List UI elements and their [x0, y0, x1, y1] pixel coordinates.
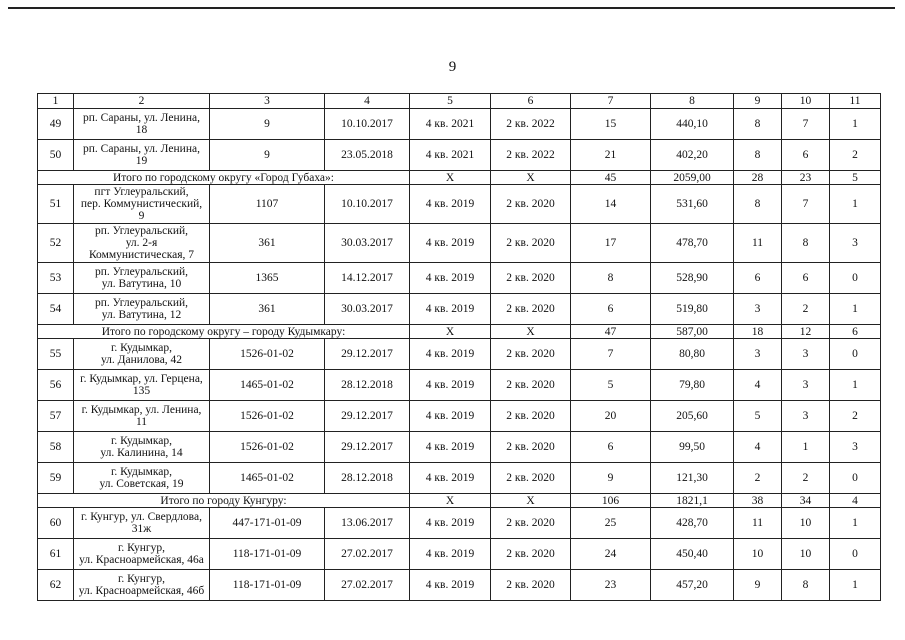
address-cell: рп. Углеуральский, ул. 2-я Коммунистическая, 7	[74, 224, 210, 263]
table-cell: 7	[571, 339, 651, 370]
table-cell: 2059,00	[651, 171, 734, 185]
table-cell: X	[410, 171, 491, 185]
table-cell: 0	[830, 263, 881, 294]
table-cell: 2 кв. 2020	[491, 339, 571, 370]
table-cell: 1	[830, 294, 881, 325]
table-cell: 1107	[210, 185, 325, 224]
table-cell: 1526-01-02	[210, 432, 325, 463]
table-cell: 1	[830, 508, 881, 539]
table-row	[38, 294, 881, 325]
table-cell: 2	[782, 294, 830, 325]
table-row	[38, 463, 881, 494]
table-cell: 3	[782, 339, 830, 370]
table-cell: 2 кв. 2020	[491, 570, 571, 601]
table-cell: 1	[830, 185, 881, 224]
total-label: Итого по городскому округу «Город Губаха»:	[38, 171, 410, 185]
header-cell: 5	[410, 94, 491, 109]
address-cell: г. Кудымкар, ул. Калинина, 14	[74, 432, 210, 463]
table-cell: 15	[571, 109, 651, 140]
table-cell: 61	[38, 539, 74, 570]
table-cell: 3	[734, 339, 782, 370]
address-cell: г. Кудымкар, ул. Данилова, 42	[74, 339, 210, 370]
table-cell: 99,50	[651, 432, 734, 463]
page-number: 9	[448, 59, 457, 75]
table-cell: 5	[830, 171, 881, 185]
table-cell: 4 кв. 2019	[410, 463, 491, 494]
table-row	[38, 140, 881, 171]
table-cell: 5	[571, 370, 651, 401]
table-cell: 17	[571, 224, 651, 263]
table-cell: 80,80	[651, 339, 734, 370]
header-cell: 1	[38, 94, 74, 109]
table-row	[38, 401, 881, 432]
table-cell: 4 кв. 2019	[410, 508, 491, 539]
table-cell: 9	[210, 140, 325, 171]
table-cell: 50	[38, 140, 74, 171]
table-cell: 28.12.2018	[325, 370, 410, 401]
table-cell: 34	[782, 494, 830, 508]
table-cell: 6	[782, 140, 830, 171]
table-row	[38, 339, 881, 370]
table-cell: 10	[782, 508, 830, 539]
address-cell: рп. Углеуральский, ул. Ватутина, 10	[74, 263, 210, 294]
table-cell: 3	[734, 294, 782, 325]
table-row	[38, 109, 881, 140]
table-cell: 23	[571, 570, 651, 601]
table-row	[38, 370, 881, 401]
table-row	[38, 224, 881, 263]
table-cell: 1526-01-02	[210, 401, 325, 432]
header-row	[38, 94, 881, 109]
table-cell: 4	[830, 494, 881, 508]
table-cell: 1365	[210, 263, 325, 294]
table-cell: X	[410, 494, 491, 508]
table-cell: 1	[830, 370, 881, 401]
table-cell: 6	[782, 263, 830, 294]
total-label: Итого по городскому округу – городу Кудымкару:	[38, 325, 410, 339]
header-cell: 8	[651, 94, 734, 109]
address-cell: г. Кудымкар, ул. Советская, 19	[74, 463, 210, 494]
table-row	[38, 508, 881, 539]
table-cell: 27.02.2017	[325, 539, 410, 570]
table-row	[38, 539, 881, 570]
table-cell: 3	[830, 224, 881, 263]
table-cell: 6	[571, 294, 651, 325]
table-cell: 2 кв. 2020	[491, 263, 571, 294]
table-cell: 118-171-01-09	[210, 570, 325, 601]
table-cell: 4	[734, 370, 782, 401]
table-cell: 30.03.2017	[325, 224, 410, 263]
table-cell: 2 кв. 2020	[491, 539, 571, 570]
table-cell: 29.12.2017	[325, 432, 410, 463]
table-cell: 7	[782, 109, 830, 140]
table-cell: 0	[830, 539, 881, 570]
table-cell: 38	[734, 494, 782, 508]
table-cell: 23	[782, 171, 830, 185]
header-cell: 3	[210, 94, 325, 109]
table-row	[38, 432, 881, 463]
header-cell: 6	[491, 94, 571, 109]
table-cell: 53	[38, 263, 74, 294]
table-cell: 10	[734, 539, 782, 570]
table-cell: 11	[734, 224, 782, 263]
table-cell: 531,60	[651, 185, 734, 224]
table-cell: 20	[571, 401, 651, 432]
table-cell: 1465-01-02	[210, 463, 325, 494]
table-cell: 106	[571, 494, 651, 508]
total-row	[38, 171, 881, 185]
total-row	[38, 494, 881, 508]
table-cell: 57	[38, 401, 74, 432]
table-cell: 23.05.2018	[325, 140, 410, 171]
top-border-line	[8, 7, 895, 9]
table-cell: 4	[734, 432, 782, 463]
address-cell: рп. Сараны, ул. Ленина, 19	[74, 140, 210, 171]
header-cell: 10	[782, 94, 830, 109]
table-cell: 10	[782, 539, 830, 570]
table-cell: 478,70	[651, 224, 734, 263]
table-cell: X	[491, 325, 571, 339]
table-cell: 3	[830, 432, 881, 463]
table-cell: X	[491, 171, 571, 185]
address-cell: г. Кудымкар, ул. Ленина, 11	[74, 401, 210, 432]
table-cell: 450,40	[651, 539, 734, 570]
table-cell: 9	[571, 463, 651, 494]
address-cell: пгт Углеуральский, пер. Коммунистический, 9	[74, 185, 210, 224]
table-cell: 54	[38, 294, 74, 325]
table-cell: 45	[571, 171, 651, 185]
table-cell: 2 кв. 2020	[491, 370, 571, 401]
table-cell: 1	[830, 109, 881, 140]
table-cell: 14.12.2017	[325, 263, 410, 294]
table-cell: 12	[782, 325, 830, 339]
table-cell: 8	[782, 224, 830, 263]
table-cell: 62	[38, 570, 74, 601]
table-cell: 428,70	[651, 508, 734, 539]
table-cell: 28	[734, 171, 782, 185]
address-cell: рп. Углеуральский, ул. Ватутина, 12	[74, 294, 210, 325]
table-cell: 6	[734, 263, 782, 294]
total-row	[38, 325, 881, 339]
address-cell: г. Кудымкар, ул. Герцена, 135	[74, 370, 210, 401]
table-cell: 4 кв. 2019	[410, 539, 491, 570]
table-cell: 6	[830, 325, 881, 339]
table-cell: 2 кв. 2020	[491, 185, 571, 224]
table-cell: 528,90	[651, 263, 734, 294]
table-cell: 118-171-01-09	[210, 539, 325, 570]
table-cell: 402,20	[651, 140, 734, 171]
table-cell: X	[491, 494, 571, 508]
table-cell: 8	[782, 570, 830, 601]
table-cell: 13.06.2017	[325, 508, 410, 539]
total-label: Итого по городу Кунгуру:	[38, 494, 410, 508]
table-cell: 30.03.2017	[325, 294, 410, 325]
table-cell: X	[410, 325, 491, 339]
table-cell: 4 кв. 2019	[410, 224, 491, 263]
table-cell: 3	[782, 401, 830, 432]
table-cell: 14	[571, 185, 651, 224]
table-cell: 9	[210, 109, 325, 140]
table-cell: 0	[830, 339, 881, 370]
table-cell: 447-171-01-09	[210, 508, 325, 539]
address-cell: г. Кунгур, ул. Красноармейская, 46б	[74, 570, 210, 601]
table-cell: 27.02.2017	[325, 570, 410, 601]
table-cell: 8	[734, 140, 782, 171]
table-cell: 28.12.2018	[325, 463, 410, 494]
table-cell: 4 кв. 2019	[410, 401, 491, 432]
table-cell: 10.10.2017	[325, 109, 410, 140]
table-cell: 205,60	[651, 401, 734, 432]
table-cell: 2 кв. 2020	[491, 401, 571, 432]
address-cell: рп. Сараны, ул. Ленина, 18	[74, 109, 210, 140]
table-cell: 4 кв. 2019	[410, 570, 491, 601]
address-cell: г. Кунгур, ул. Свердлова, 31ж	[74, 508, 210, 539]
table-cell: 2	[830, 140, 881, 171]
table-cell: 2 кв. 2022	[491, 109, 571, 140]
table-cell: 8	[571, 263, 651, 294]
table-cell: 2 кв. 2020	[491, 224, 571, 263]
table-cell: 56	[38, 370, 74, 401]
table-row	[38, 263, 881, 294]
table-cell: 4 кв. 2019	[410, 432, 491, 463]
header-cell: 2	[74, 94, 210, 109]
table-cell: 2	[830, 401, 881, 432]
table-row	[38, 185, 881, 224]
table-cell: 2 кв. 2020	[491, 432, 571, 463]
table-cell: 58	[38, 432, 74, 463]
table-cell: 2 кв. 2020	[491, 508, 571, 539]
table-cell: 8	[734, 109, 782, 140]
table-cell: 457,20	[651, 570, 734, 601]
header-cell: 4	[325, 94, 410, 109]
table-cell: 79,80	[651, 370, 734, 401]
table-cell: 361	[210, 224, 325, 263]
address-cell: г. Кунгур, ул. Красноармейская, 46а	[74, 539, 210, 570]
header-cell: 7	[571, 94, 651, 109]
table-cell: 7	[782, 185, 830, 224]
table-cell: 60	[38, 508, 74, 539]
table-cell: 440,10	[651, 109, 734, 140]
header-cell: 11	[830, 94, 881, 109]
table-cell: 47	[571, 325, 651, 339]
table-cell: 1465-01-02	[210, 370, 325, 401]
table-cell: 59	[38, 463, 74, 494]
table-cell: 4 кв. 2019	[410, 370, 491, 401]
table-cell: 52	[38, 224, 74, 263]
table-cell: 49	[38, 109, 74, 140]
table-cell: 29.12.2017	[325, 339, 410, 370]
table-cell: 21	[571, 140, 651, 171]
table-cell: 121,30	[651, 463, 734, 494]
table-cell: 29.12.2017	[325, 401, 410, 432]
table-cell: 1	[830, 570, 881, 601]
table-cell: 1821,1	[651, 494, 734, 508]
table-cell: 4 кв. 2021	[410, 109, 491, 140]
table-cell: 519,80	[651, 294, 734, 325]
table-cell: 5	[734, 401, 782, 432]
table-cell: 1	[782, 432, 830, 463]
table-cell: 18	[734, 325, 782, 339]
table-cell: 2	[734, 463, 782, 494]
table-cell: 8	[734, 185, 782, 224]
table-cell: 51	[38, 185, 74, 224]
table-cell: 4 кв. 2019	[410, 294, 491, 325]
table-cell: 11	[734, 508, 782, 539]
table-cell: 25	[571, 508, 651, 539]
table-row	[38, 570, 881, 601]
table-cell: 2 кв. 2020	[491, 294, 571, 325]
table-cell: 3	[782, 370, 830, 401]
housing-table	[37, 93, 881, 601]
table-cell: 4 кв. 2019	[410, 339, 491, 370]
table-cell: 587,00	[651, 325, 734, 339]
header-cell: 9	[734, 94, 782, 109]
table-cell: 4 кв. 2021	[410, 140, 491, 171]
table-cell: 1526-01-02	[210, 339, 325, 370]
table-cell: 4 кв. 2019	[410, 263, 491, 294]
table-cell: 2 кв. 2022	[491, 140, 571, 171]
table-cell: 0	[830, 463, 881, 494]
table-cell: 55	[38, 339, 74, 370]
table-cell: 6	[571, 432, 651, 463]
table-cell: 361	[210, 294, 325, 325]
table-cell: 4 кв. 2019	[410, 185, 491, 224]
table-cell: 10.10.2017	[325, 185, 410, 224]
table-cell: 2 кв. 2020	[491, 463, 571, 494]
table-cell: 2	[782, 463, 830, 494]
table-cell: 24	[571, 539, 651, 570]
table-cell: 9	[734, 570, 782, 601]
